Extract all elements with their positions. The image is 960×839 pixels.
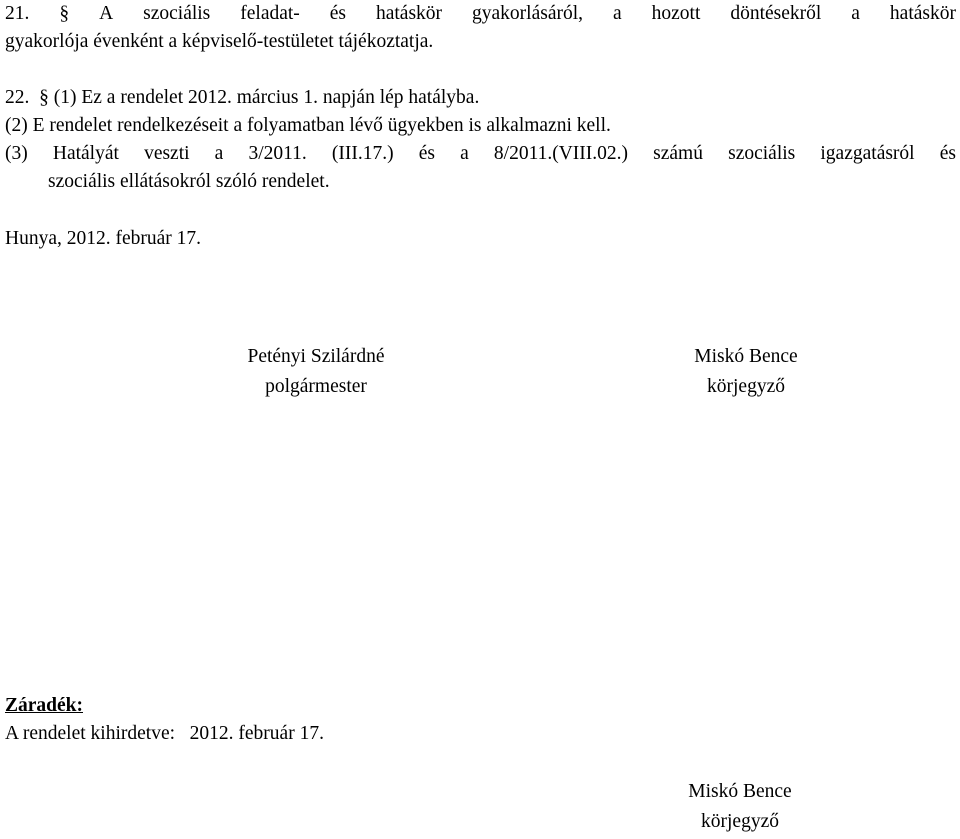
section-21-word: hatáskör xyxy=(375,3,443,24)
section-21-word: feladat- xyxy=(240,3,300,24)
section-21-word: 21. xyxy=(5,3,30,24)
section-21-line-2: gyakorlója évenként a képviselő-testületet tájékoztatja. xyxy=(5,31,434,52)
section-21-word: és xyxy=(329,3,347,24)
section-22-word: a xyxy=(460,143,469,164)
section-22-paragraph-3-line-1 xyxy=(5,142,956,166)
section-22-word: számú xyxy=(653,143,703,164)
section-22-word: Hatályát xyxy=(52,143,119,164)
section-22-paragraph-1: 22. § (1) Ez a rendelet 2012. március 1. napján lép hatályba. xyxy=(5,87,480,108)
section-22-word: 8/2011.(VIII.02.) xyxy=(493,143,629,164)
section-21-word: A xyxy=(99,3,114,24)
section-21-word: § xyxy=(59,3,70,24)
signature-mayor-title: polgármester xyxy=(265,376,367,397)
signature-mayor-name: Petényi Szilárdné xyxy=(247,346,385,367)
section-22-word: 3/2011. xyxy=(248,143,307,164)
signature-notary-name: Miskó Bence xyxy=(694,346,798,367)
clause-text: A rendelet kihirdetve: 2012. február 17. xyxy=(5,723,324,744)
section-22-word: veszti xyxy=(144,143,190,164)
section-21-word: döntésekről xyxy=(730,3,822,24)
section-22-paragraph-2: (2) E rendelet rendelkezéseit a folyamatban lévő ügyekben is alkalmazni kell. xyxy=(5,115,611,136)
signature-mayor xyxy=(196,342,436,402)
clause-heading: Záradék: xyxy=(5,695,83,716)
section-21-word: hatáskör xyxy=(889,3,956,24)
place-date: Hunya, 2012. február 17. xyxy=(5,228,202,249)
section-22-word: és xyxy=(418,143,435,164)
section-21-word: hozott xyxy=(651,3,701,24)
section-22-paragraph-3-line-2: szociális ellátásokról szóló rendelet. xyxy=(48,171,330,192)
section-21-word: gyakorlásáról, xyxy=(472,3,584,24)
section-22-word: igazgatásról xyxy=(820,143,915,164)
bottom-signature-name: Miskó Bence xyxy=(688,781,792,802)
section-22-word: szociális xyxy=(728,143,796,164)
section-21-word: a xyxy=(613,3,622,24)
section-22-word: a xyxy=(214,143,224,164)
section-21-word: a xyxy=(851,3,860,24)
bottom-signature xyxy=(630,777,850,837)
section-22-word: (III.17.) xyxy=(331,143,394,164)
section-22-word: (3) xyxy=(5,143,28,164)
signature-notary xyxy=(636,342,856,402)
section-21-word: szociális xyxy=(143,3,211,24)
bottom-signature-title: körjegyző xyxy=(701,811,779,832)
section-21-line-1 xyxy=(5,2,956,26)
signature-notary-title: körjegyző xyxy=(707,376,785,397)
section-22-word: és xyxy=(939,143,956,164)
